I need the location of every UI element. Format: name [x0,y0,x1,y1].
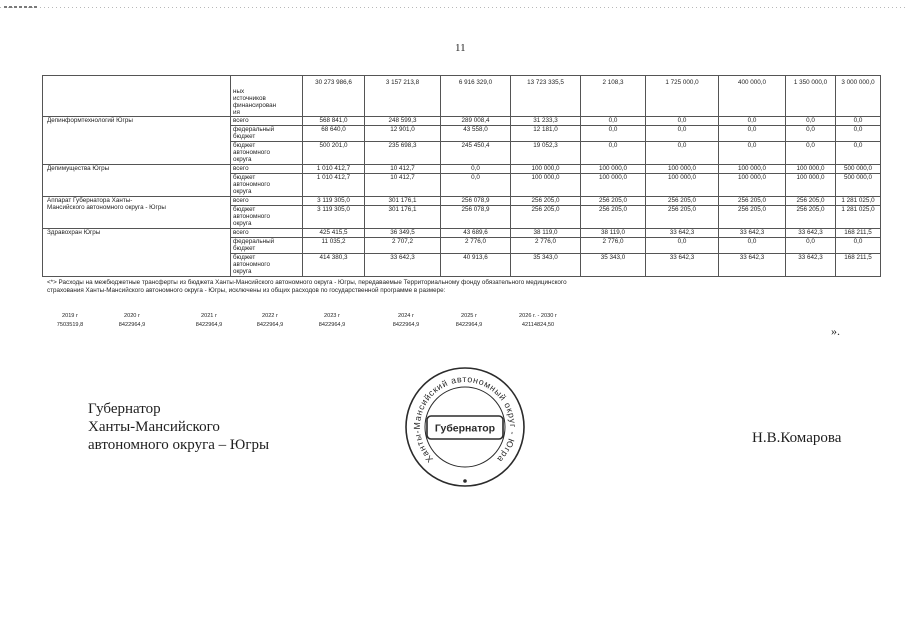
value-cell: 2 776,0 [581,238,646,254]
source-cell [231,76,303,117]
value-cell: 2 776,0 [441,238,511,254]
source-line: всего [233,229,249,236]
value-cell: 245 450,4 [441,142,511,165]
source-cell [231,174,303,197]
value-cell: 0,0 [646,117,719,126]
exclusion-period: 2025 г [460,313,478,319]
exclusion-column [40,312,100,330]
signatory-title-line: автономного округа – Югры [88,437,270,453]
value-cell: 38 119,0 [511,229,581,238]
exclusion-amount: 8422964,9 [256,322,284,328]
value-cell: 33 642,3 [786,229,836,238]
source-line: округа [233,220,252,227]
name-cell [43,117,231,165]
value-cell: 100 000,0 [581,174,646,197]
value-cell: 1 281 025,0 [836,197,881,206]
value-cell: 168 211,5 [836,254,881,277]
value-cell: 36 349,5 [365,229,441,238]
value-cell: 30 273 986,6 [303,76,365,117]
source-line: бюджет [233,245,256,252]
stamp-dot [463,479,467,483]
exclusion-column [439,312,499,330]
exclusion-period: 2024 г [397,313,415,319]
value-cell: 301 176,1 [365,206,441,229]
value-cell: 256 205,0 [786,197,836,206]
value-cell: 10 412,7 [365,174,441,197]
source-cell [231,229,303,238]
value-cell: 3 157 213,8 [365,76,441,117]
value-cell: 3 119 305,0 [303,197,365,206]
value-cell: 256 205,0 [511,197,581,206]
source-line: бюджет [233,133,256,140]
value-cell: 256 205,0 [646,197,719,206]
value-cell: 1 010 412,7 [303,165,365,174]
source-line: бюджет [233,206,256,213]
value-cell: 256 205,0 [581,206,646,229]
value-cell: 0,0 [581,117,646,126]
signatory-title-line: Ханты-Мансийского [88,419,220,435]
footnote [47,279,567,295]
value-cell: 33 642,3 [786,254,836,277]
table-row [43,76,881,117]
value-cell: 168 211,5 [836,229,881,238]
scan-artifact-mark [4,6,38,8]
value-cell: 1 725 000,0 [646,76,719,117]
exclusion-amount: 8422964,9 [318,322,346,328]
value-cell: 100 000,0 [581,165,646,174]
table-row [43,229,881,238]
signatory-name: Н.В.Комарова [752,430,842,446]
table-row [43,117,881,126]
exclusion-column [179,312,239,330]
closing-quote: ». [831,324,840,338]
value-cell: 0,0 [719,117,786,126]
exclusion-column [302,312,362,330]
agency-name-line: Аппарат Губернатора Ханты- [47,197,133,204]
exclusion-column [508,312,568,330]
exclusion-column [240,312,300,330]
exclusion-amount: 7503519,8 [56,322,84,328]
source-cell [231,142,303,165]
value-cell: 68 640,0 [303,126,365,142]
exclusion-amount: 8422964,9 [118,322,146,328]
exclusion-period: 2019 г [61,313,79,319]
source-line: автономного [233,261,270,268]
value-cell: 256 205,0 [511,206,581,229]
value-cell: 0,0 [441,174,511,197]
value-cell: 0,0 [719,238,786,254]
source-cell [231,206,303,229]
value-cell: 100 000,0 [646,174,719,197]
value-cell: 31 233,3 [511,117,581,126]
exclusion-period: 2026 г. - 2030 г [519,313,557,319]
name-cell [43,229,231,277]
exclusion-amount: 42114824,50 [521,322,555,328]
value-cell: 0,0 [786,117,836,126]
value-cell: 33 642,3 [719,229,786,238]
table-row [43,165,881,174]
value-cell: 0,0 [581,142,646,165]
value-cell: 0,0 [836,238,881,254]
name-cell [43,165,231,197]
stamp-center-text: Губернатор [434,422,496,435]
exclusion-period: 2022 г [261,313,279,319]
exclusion-period: 2020 г [123,313,141,319]
source-line: автономного [233,213,270,220]
exclusion-amount: 8422964,9 [195,322,223,328]
signatory-title [88,400,269,454]
value-cell: 0,0 [786,238,836,254]
value-cell: 100 000,0 [786,174,836,197]
value-cell: 35 343,0 [511,254,581,277]
value-cell: 100 000,0 [511,174,581,197]
exclusion-amount: 8422964,9 [392,322,420,328]
source-line: ия [233,109,240,116]
value-cell: 2 707,2 [365,238,441,254]
value-cell: 3 119 305,0 [303,206,365,229]
value-cell: 1 281 025,0 [836,206,881,229]
value-cell: 1 350 000,0 [786,76,836,117]
value-cell: 33 642,3 [646,229,719,238]
page-number: 11 [455,42,466,54]
value-cell: 33 642,3 [719,254,786,277]
value-cell: 100 000,0 [511,165,581,174]
table-row [43,197,881,206]
source-line: округа [233,156,252,163]
value-cell: 19 052,3 [511,142,581,165]
value-cell: 256 205,0 [786,206,836,229]
source-line: источников [233,95,266,102]
value-cell: 0,0 [836,142,881,165]
value-cell: 40 913,6 [441,254,511,277]
stamp-ring-text-path: Ханты-Мансийский автономный округ - Югра [411,374,519,465]
value-cell: 289 008,4 [441,117,511,126]
agency-name-line: Депинформтехнологий Югры [47,117,133,124]
value-cell: 414 380,3 [303,254,365,277]
signatory-title-line: Губернатор [88,401,161,417]
name-cell [43,76,231,117]
value-cell: 0,0 [719,126,786,142]
source-line: ных [233,88,245,95]
value-cell: 301 176,1 [365,197,441,206]
value-cell: 0,0 [786,142,836,165]
source-line: округа [233,268,252,275]
value-cell: 0,0 [836,126,881,142]
value-cell: 256 205,0 [646,206,719,229]
agency-name-line: Депимущества Югры [47,165,110,172]
value-cell: 35 343,0 [581,254,646,277]
source-line: федеральный [233,238,275,245]
value-cell: 256 205,0 [581,197,646,206]
source-line: всего [233,197,249,204]
value-cell: 33 642,3 [365,254,441,277]
source-line: округа [233,188,252,195]
agency-name-line: Здравохран Югры [47,229,101,236]
source-cell [231,165,303,174]
value-cell: 500 000,0 [836,174,881,197]
value-cell: 256 078,9 [441,206,511,229]
source-line: бюджет [233,254,256,261]
value-cell: 100 000,0 [719,165,786,174]
exclusion-column [376,312,436,330]
value-cell: 10 412,7 [365,165,441,174]
value-cell: 100 000,0 [786,165,836,174]
source-line: всего [233,117,249,124]
value-cell: 256 205,0 [719,197,786,206]
value-cell: 0,0 [581,126,646,142]
value-cell: 2 108,3 [581,76,646,117]
source-line: финансирован [233,102,277,109]
agency-name-line: Мансийского автономного округа - Югры [47,204,166,211]
source-line: всего [233,165,249,172]
value-cell: 100 000,0 [646,165,719,174]
value-cell: 38 119,0 [581,229,646,238]
value-cell: 500 201,0 [303,142,365,165]
source-cell [231,254,303,277]
value-cell: 0,0 [786,126,836,142]
value-cell: 33 642,3 [646,254,719,277]
value-cell: 0,0 [646,126,719,142]
value-cell: 3 000 000,0 [836,76,881,117]
value-cell: 0,0 [646,238,719,254]
footnote-line: <*> Расходы на межбюджетные трансферты из бюджета Ханты-Мансийского автономного округа - Югры, передаваемые Территориальному фонду обязательного медицинского [47,279,567,286]
footnote-line: страхования Ханты-Мансийского автономного округа - Югры, исключены из общих расходов по государственной программе в размере: [47,287,446,294]
value-cell: 12 901,0 [365,126,441,142]
source-line: федеральный [233,126,275,133]
budget-table [42,75,881,277]
value-cell: 425 415,5 [303,229,365,238]
value-cell: 0,0 [836,117,881,126]
value-cell: 256 078,9 [441,197,511,206]
value-cell: 11 035,2 [303,238,365,254]
value-cell: 6 916 329,0 [441,76,511,117]
value-cell: 43 689,6 [441,229,511,238]
governor-stamp [400,362,530,492]
source-cell [231,126,303,142]
source-cell [231,117,303,126]
source-cell [231,238,303,254]
value-cell: 12 181,0 [511,126,581,142]
exclusion-period: 2023 г [323,313,341,319]
value-cell: 0,0 [719,142,786,165]
name-cell [43,197,231,229]
source-cell [231,197,303,206]
value-cell: 100 000,0 [719,174,786,197]
value-cell: 400 000,0 [719,76,786,117]
value-cell: 235 698,3 [365,142,441,165]
value-cell: 248 599,3 [365,117,441,126]
source-line: автономного [233,149,270,156]
value-cell: 0,0 [441,165,511,174]
value-cell: 256 205,0 [719,206,786,229]
source-line: автономного [233,181,270,188]
value-cell: 500 000,0 [836,165,881,174]
scan-artifact-line [0,7,905,8]
value-cell: 0,0 [646,142,719,165]
source-line: бюджет [233,142,256,149]
source-line: бюджет [233,174,256,181]
exclusion-amount: 8422964,9 [455,322,483,328]
value-cell: 568 841,0 [303,117,365,126]
value-cell: 43 558,0 [441,126,511,142]
exclusion-period: 2021 г [200,313,218,319]
value-cell: 13 723 335,5 [511,76,581,117]
value-cell: 2 776,0 [511,238,581,254]
budget-table-body [43,76,881,277]
exclusion-column [102,312,162,330]
value-cell: 1 010 412,7 [303,174,365,197]
